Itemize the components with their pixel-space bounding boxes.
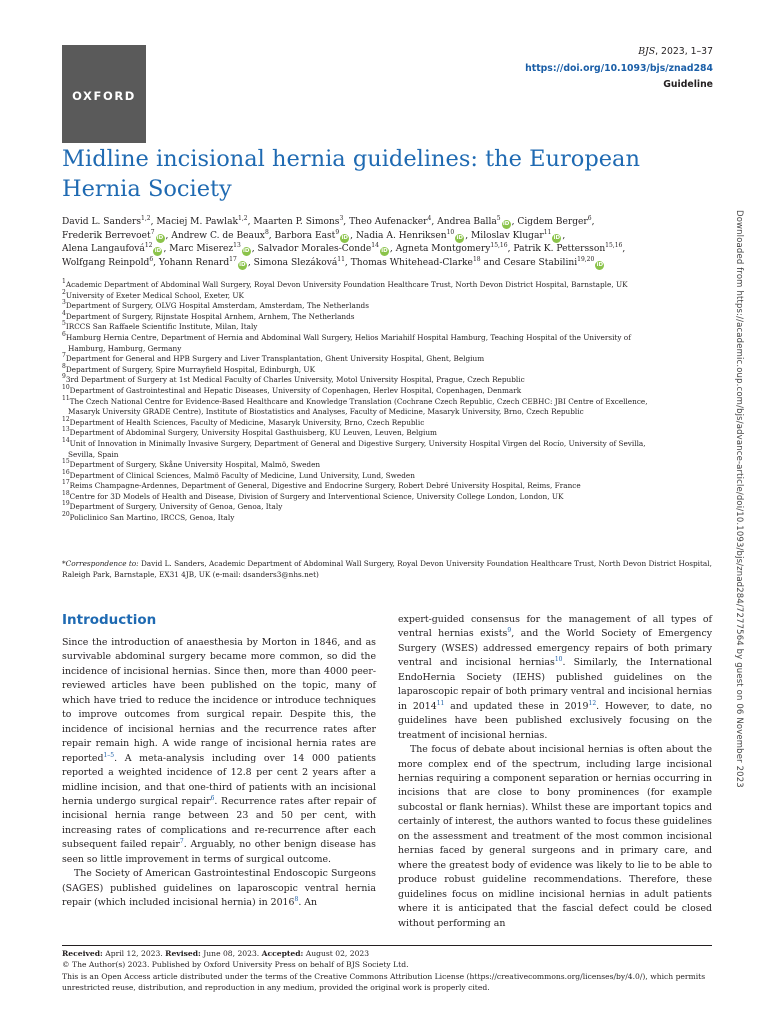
affiliation-number: 16 <box>62 468 70 476</box>
text-run: Frederik Berrevoet <box>62 230 151 241</box>
orcid-icon[interactable]: iD <box>341 234 348 241</box>
affiliation-marker: 1,2 <box>141 215 151 222</box>
affiliation-item <box>62 354 722 365</box>
oxford-logo <box>62 45 146 143</box>
text-run: , Nadia A. Henriksen <box>350 230 447 241</box>
affiliation-marker: 15,16 <box>605 242 623 250</box>
text-run: , Andrea Balla <box>431 217 497 227</box>
affiliation-number: 14 <box>62 436 70 444</box>
article-title: Midline incisional hernia guidelines: the European Hernia Society <box>62 146 640 202</box>
revised-date: June 08, 2023. <box>200 949 262 958</box>
text-run: and Cesare Stabilini <box>480 257 578 268</box>
affiliation-number: 17 <box>62 479 70 487</box>
affiliation-text: Department of Surgery, OLVG Hospital Amsterdam, Amsterdam, The Netherlands <box>65 301 369 311</box>
affiliation-number: 6 <box>62 330 66 338</box>
affiliation-text: Unit of Innovation in Minimally Invasive Surgery, Department of General and Digestive Surgery, University Hospital Virgen del Rocío, University of Sevilla, <box>69 438 646 448</box>
text-run: . Arguably, no other benign disease has seen so little improvement in terms of surgical outcome. <box>62 839 376 865</box>
affiliation-marker: 9 <box>335 228 340 236</box>
affiliation-marker: 7 <box>150 228 155 236</box>
text-run: , Yohann Renard <box>153 257 230 268</box>
author-list <box>62 216 717 270</box>
text-run: , Cigdem Berger <box>511 217 588 227</box>
affiliation-item <box>62 362 722 376</box>
received-date: April 12, 2023. <box>102 949 166 958</box>
text-run: Wolfgang Reinpold <box>62 257 150 268</box>
affiliation-number: 9 <box>62 373 66 381</box>
affiliation-text: Policlinico San Martino, IRCCS, Genoa, Italy <box>69 513 235 523</box>
license-text: This is an Open Access article distributed under the terms of the Creative Commons Attribution License (https://creativecommons.org/licenses/by/4.0/), which permits unrestricted reuse, distribution, and reproduction in any medium, provided the original work is properly cited. <box>62 971 706 993</box>
text-run: , Thomas Whitehead-Clarke <box>344 257 473 268</box>
footer-divider <box>62 945 712 946</box>
article-type: Guideline <box>663 79 713 90</box>
affiliation-number: 3 <box>62 299 66 307</box>
affiliation-marker: 10 <box>446 228 455 236</box>
reference-citation[interactable]: 8 <box>294 896 299 904</box>
affiliation-marker: 19,20 <box>577 255 595 263</box>
history-dates <box>62 948 722 959</box>
affiliation-item <box>62 301 722 312</box>
reference-citation[interactable]: 1–5 <box>103 751 115 759</box>
reference-citation[interactable]: 6 <box>210 794 215 802</box>
text-run: . A meta-analysis including over 14 000 patients reported a weighted incidence of 12.8 per cent 2 years after a midline incision, and that one-third of patients with an incisional hernia undergo surgical repair <box>62 752 376 807</box>
orcid-icon[interactable]: iD <box>553 234 561 241</box>
affiliation-marker: 13 <box>233 242 241 250</box>
affiliation-marker: 11 <box>543 228 552 236</box>
affiliation-marker: 8 <box>264 228 269 236</box>
text-run: , Patrik K. Pettersson <box>507 244 606 255</box>
affiliation-number: 4 <box>62 309 66 317</box>
affiliation-text: Reims Champagne-Ardennes, Department of General, Digestive and Endocrine Surgery, Robert Debré University Hospital, Reims, France <box>69 481 581 491</box>
text-run: David L. Sanders <box>62 217 142 227</box>
accepted-label: Accepted: <box>261 949 304 958</box>
text-run: , Barbora East <box>268 230 336 241</box>
affiliation-item <box>62 460 722 471</box>
affiliation-item <box>62 322 722 333</box>
text-run: and updated these in 2019 <box>444 700 589 712</box>
body-paragraph <box>62 636 376 867</box>
affiliation-number: 15 <box>62 458 70 466</box>
affiliation-item <box>62 428 722 439</box>
body-column-right <box>398 613 712 931</box>
affiliation-number: 20 <box>62 511 70 519</box>
affiliation-number: 7 <box>62 352 66 360</box>
journal-year-pages: , 2023, 1–37 <box>655 46 713 57</box>
orcid-icon[interactable]: iD <box>239 261 246 268</box>
affiliation-text: 3rd Department of Surgery at 1st Medical Faculty of Charles University, Motol University Hospital, Prague, Czech Republic <box>65 375 525 385</box>
text-run: Alena Langaufová <box>62 244 145 255</box>
affiliation-text: Hamburg Hernia Centre, Department of Hernia and Abdominal Wall Surgery, Helios Mariahilf Hospital Hamburg, Teaching Hospital of the University of <box>65 332 631 342</box>
text-run: , <box>562 230 566 241</box>
affiliation-text: Department of Clinical Sciences, Malmö Faculty of Medicine, Lund University, Lund, Sweden <box>69 470 415 480</box>
text-run: . However, to date, no guidelines have been published exclusively focusing on the treatment of incisional hernias. <box>398 700 712 741</box>
text-run: . Recurrence rates after repair of incisional hernia range between 23 and 50 per cent, with increasing rates of complications and re-recurrence after each subsequent failed repair <box>62 795 376 851</box>
affiliation-marker: 3 <box>339 215 344 222</box>
revised-label: Revised: <box>165 949 201 958</box>
affiliation-marker: 14 <box>371 242 379 250</box>
reference-citation[interactable]: 11 <box>436 699 445 707</box>
affiliation-item <box>62 415 722 429</box>
affiliation-marker: 5 <box>496 215 501 222</box>
orcid-icon[interactable]: iD <box>381 248 388 255</box>
correspondence <box>62 559 722 580</box>
text-run: , Marc Miserez <box>163 244 234 255</box>
author-line <box>62 216 717 230</box>
affiliation-item <box>62 330 722 344</box>
received-label: Received: <box>62 949 103 958</box>
affiliation-number: 19 <box>62 500 70 508</box>
orcid-icon[interactable]: iD <box>502 221 510 227</box>
text-run: . Similarly, the International EndoHernia Society (IEHS) published guidelines on the laparoscopic repair of both primary ventral and incisional hernias in 2014 <box>398 657 712 712</box>
article-footer <box>62 948 722 994</box>
affiliation-text: IRCCS San Raffaele Scientific Institute, Milan, Italy <box>65 322 258 332</box>
text-run: , and the World Society of Emergency Surgery (WSES) addressed emergency repairs of both primary ventral and incisional hernias <box>398 628 712 669</box>
affiliation-text: Department of Surgery, Spire Murrayfield Hospital, Edinburgh, UK <box>65 364 316 374</box>
orcid-icon[interactable]: iD <box>596 261 604 268</box>
orcid-icon[interactable]: iD <box>156 234 164 241</box>
orcid-icon[interactable]: iD <box>456 234 463 241</box>
affiliation-marker: 18 <box>472 255 481 263</box>
affiliation-number: 5 <box>62 320 66 328</box>
affiliation-text: University of Exeter Medical School, Exeter, UK <box>65 290 244 300</box>
affiliation-text: Hamburg, Hamburg, Germany <box>68 343 182 353</box>
affiliation-text: The Czech National Centre for Evidence-Based Healthcare and Knowledge Translation (Cochrane Czech Republic, Czech CEBHC: JBI Centre of Excellence, <box>69 396 648 406</box>
text-run: expert-guided consensus for the management of all types of ventral hernias exists <box>398 614 712 640</box>
affiliation-marker: 4 <box>427 215 432 222</box>
publisher-logo-text: OXFORD <box>72 89 136 103</box>
affiliation-item <box>62 436 722 450</box>
journal-name: BJS <box>638 46 656 57</box>
reference-citation[interactable]: 12 <box>588 699 597 707</box>
text-run: , Maarten P. Simons <box>247 217 340 227</box>
affiliation-text: Department of Health Sciences, Faculty of Medicine, Masaryk University, Brno, Czech Republic <box>69 417 425 427</box>
download-watermark: Downloaded from https://academic.oup.com/bjs/advance-article/doi/10.1093/bjs/znad284/7277564 by guest on 06 November 2023 <box>734 210 744 788</box>
affiliation-text: Academic Department of Abdominal Wall Surgery, Royal Devon University Foundation Healthcare Trust, North Devon District Hospital, Barnstaple, UK <box>65 280 628 289</box>
affiliation-text: Department of Surgery, University of Genoa, Genoa, Italy <box>69 502 283 512</box>
affiliation-marker: 11 <box>337 255 345 263</box>
text-run: . An <box>298 897 318 909</box>
affiliation-number: 18 <box>62 489 70 497</box>
text-run: , Simona Slezáková <box>247 257 338 268</box>
affiliation-item <box>62 481 722 492</box>
body-column-left <box>62 636 376 911</box>
text-run: , <box>622 244 626 255</box>
text-run: , Maciej M. Pawlak <box>150 217 239 227</box>
affiliation-marker: 6 <box>587 215 592 222</box>
author-line <box>62 243 717 257</box>
affiliation-text: Department for General and HPB Surgery and Liver Transplantation, Ghent University Hospital, Ghent, Belgium <box>65 354 485 364</box>
accepted-date: August 02, 2023 <box>303 949 370 958</box>
affiliation-text: Department of Gastrointestinal and Hepatic Diseases, University of Copenhagen, Herlev Hospital, Copenhagen, Denmark <box>69 385 522 395</box>
text-run: , Miloslav Klugar <box>465 230 544 241</box>
body-paragraph <box>62 867 376 910</box>
text-run: The Society of American Gastrointestinal Endoscopic Surgeons (SAGES) published guidelines on laparoscopic ventral hernia repair (which included incisional hernia) in 2016 <box>62 868 376 909</box>
reference-citation[interactable]: 9 <box>507 627 512 635</box>
affiliation-marker: 12 <box>144 242 153 250</box>
affiliation-item <box>62 288 722 302</box>
text-run: The focus of debate about incisional hernias is often about the more complex end of the spectrum, including large incisional hernias requiring a component separation or hernias occurring in incisions that are close to bony prominences (for example subcostal or flank hernias). Whilst these are important topics and certainly of interest, the authors wanted to focus these guidelines on the assessment and treatment of the most common incisional hernias faced by general surgeons and in primary care, and where the greatest body of evidence was likely to lie to be able to produce robust guideline recommendations. Therefore, these guidelines focus on midline incisional hernias in adult patients where it is anticipated that the fascial defect could be closed without performing an <box>398 744 712 929</box>
doi-link[interactable]: https://doi.org/10.1093/bjs/znad284 <box>525 62 713 74</box>
affiliation-text: Department of Surgery, Rijnstate Hospital Arnhem, Arnhem, The Netherlands <box>65 311 355 321</box>
orcid-icon[interactable]: iD <box>243 248 250 255</box>
affiliation-item <box>62 513 722 524</box>
text-run: , Agneta Montgomery <box>389 244 491 255</box>
affiliation-number: 10 <box>62 383 70 391</box>
reference-citation[interactable]: 7 <box>179 838 184 846</box>
orcid-icon[interactable]: iD <box>154 248 162 255</box>
affiliation-text: Department of Abdominal Surgery, University Hospital Gasthuisberg, KU Leuven, Leuven, Belgium <box>69 428 437 438</box>
text-run: , Theo Aufenacker <box>343 217 428 227</box>
affiliation-marker: 17 <box>229 255 237 263</box>
text-run: Since the introduction of anaesthesia by Morton in 1846, and as survivable abdominal surgery became more common, so did the incidence of incisional hernias. Since then, more than 4000 peer-reviewed articles have been published on the topic, many of which have tried to reduce the incidence or introduce techniques to improve outcomes from surgical repair. Despite this, the incidence of incisional hernias and the recurrence rates after repair remain high. A wide range of incisional hernia rates are reported <box>62 637 376 764</box>
copyright-line: © The Author(s) 2023. Published by Oxford University Press on behalf of BJS Society Ltd. <box>62 960 409 970</box>
text-run: , <box>591 217 595 227</box>
correspondence-label: *Correspondence to: <box>62 559 139 568</box>
affiliation-number: 8 <box>62 362 66 370</box>
reference-citation[interactable]: 10 <box>554 656 563 664</box>
journal-citation <box>525 44 713 61</box>
affiliation-number: 1 <box>62 278 66 285</box>
affiliation-list <box>62 280 722 524</box>
affiliation-item <box>62 344 722 355</box>
section-heading-introduction: Introduction <box>62 612 157 628</box>
affiliation-text: Department of Surgery, Skåne University Hospital, Malmö, Sweden <box>69 460 321 470</box>
affiliation-item <box>62 375 722 386</box>
affiliation-number: 12 <box>62 415 70 423</box>
affiliation-text: Sevilla, Spain <box>68 449 119 459</box>
correspondence-text: David L. Sanders, Academic Department of Abdominal Wall Surgery, Royal Devon University Foundation Healthcare Trust, North Devon District Hospital, Raleigh Park, Barnstaple, EX31 4JB, UK (e-mail: dsanders3@nhs.net) <box>62 559 712 579</box>
affiliation-item <box>62 450 722 461</box>
affiliation-item <box>62 489 722 503</box>
affiliation-number: 11 <box>62 394 70 402</box>
affiliation-item <box>62 394 722 408</box>
affiliation-item <box>62 280 722 291</box>
affiliation-number: 2 <box>62 288 66 296</box>
body-paragraph <box>398 613 712 743</box>
text-run: , Andrew C. de Beaux <box>165 230 265 241</box>
affiliation-text: Masaryk University GRADE Centre), Institute of Biostatistics and Analyses, Faculty of Medicine, Masaryk University, Brno, Czech Republic <box>68 407 584 417</box>
affiliation-item <box>62 383 722 397</box>
journal-header <box>525 44 713 94</box>
affiliation-item <box>62 309 722 323</box>
text-run: , Salvador Morales-Conde <box>251 244 372 255</box>
author-line <box>62 257 717 271</box>
affiliation-item <box>62 407 722 418</box>
author-line <box>62 230 717 244</box>
body-paragraph <box>398 743 712 931</box>
affiliation-item <box>62 502 722 513</box>
affiliation-number: 13 <box>62 426 70 434</box>
affiliation-text: Centre for 3D Models of Health and Disease, Division of Surgery and Interventional Science, University College London, London, UK <box>69 491 564 501</box>
affiliation-marker: 15,16 <box>490 242 508 250</box>
affiliation-item <box>62 468 722 482</box>
affiliation-marker: 6 <box>149 255 154 263</box>
affiliation-marker: 1,2 <box>238 215 248 222</box>
